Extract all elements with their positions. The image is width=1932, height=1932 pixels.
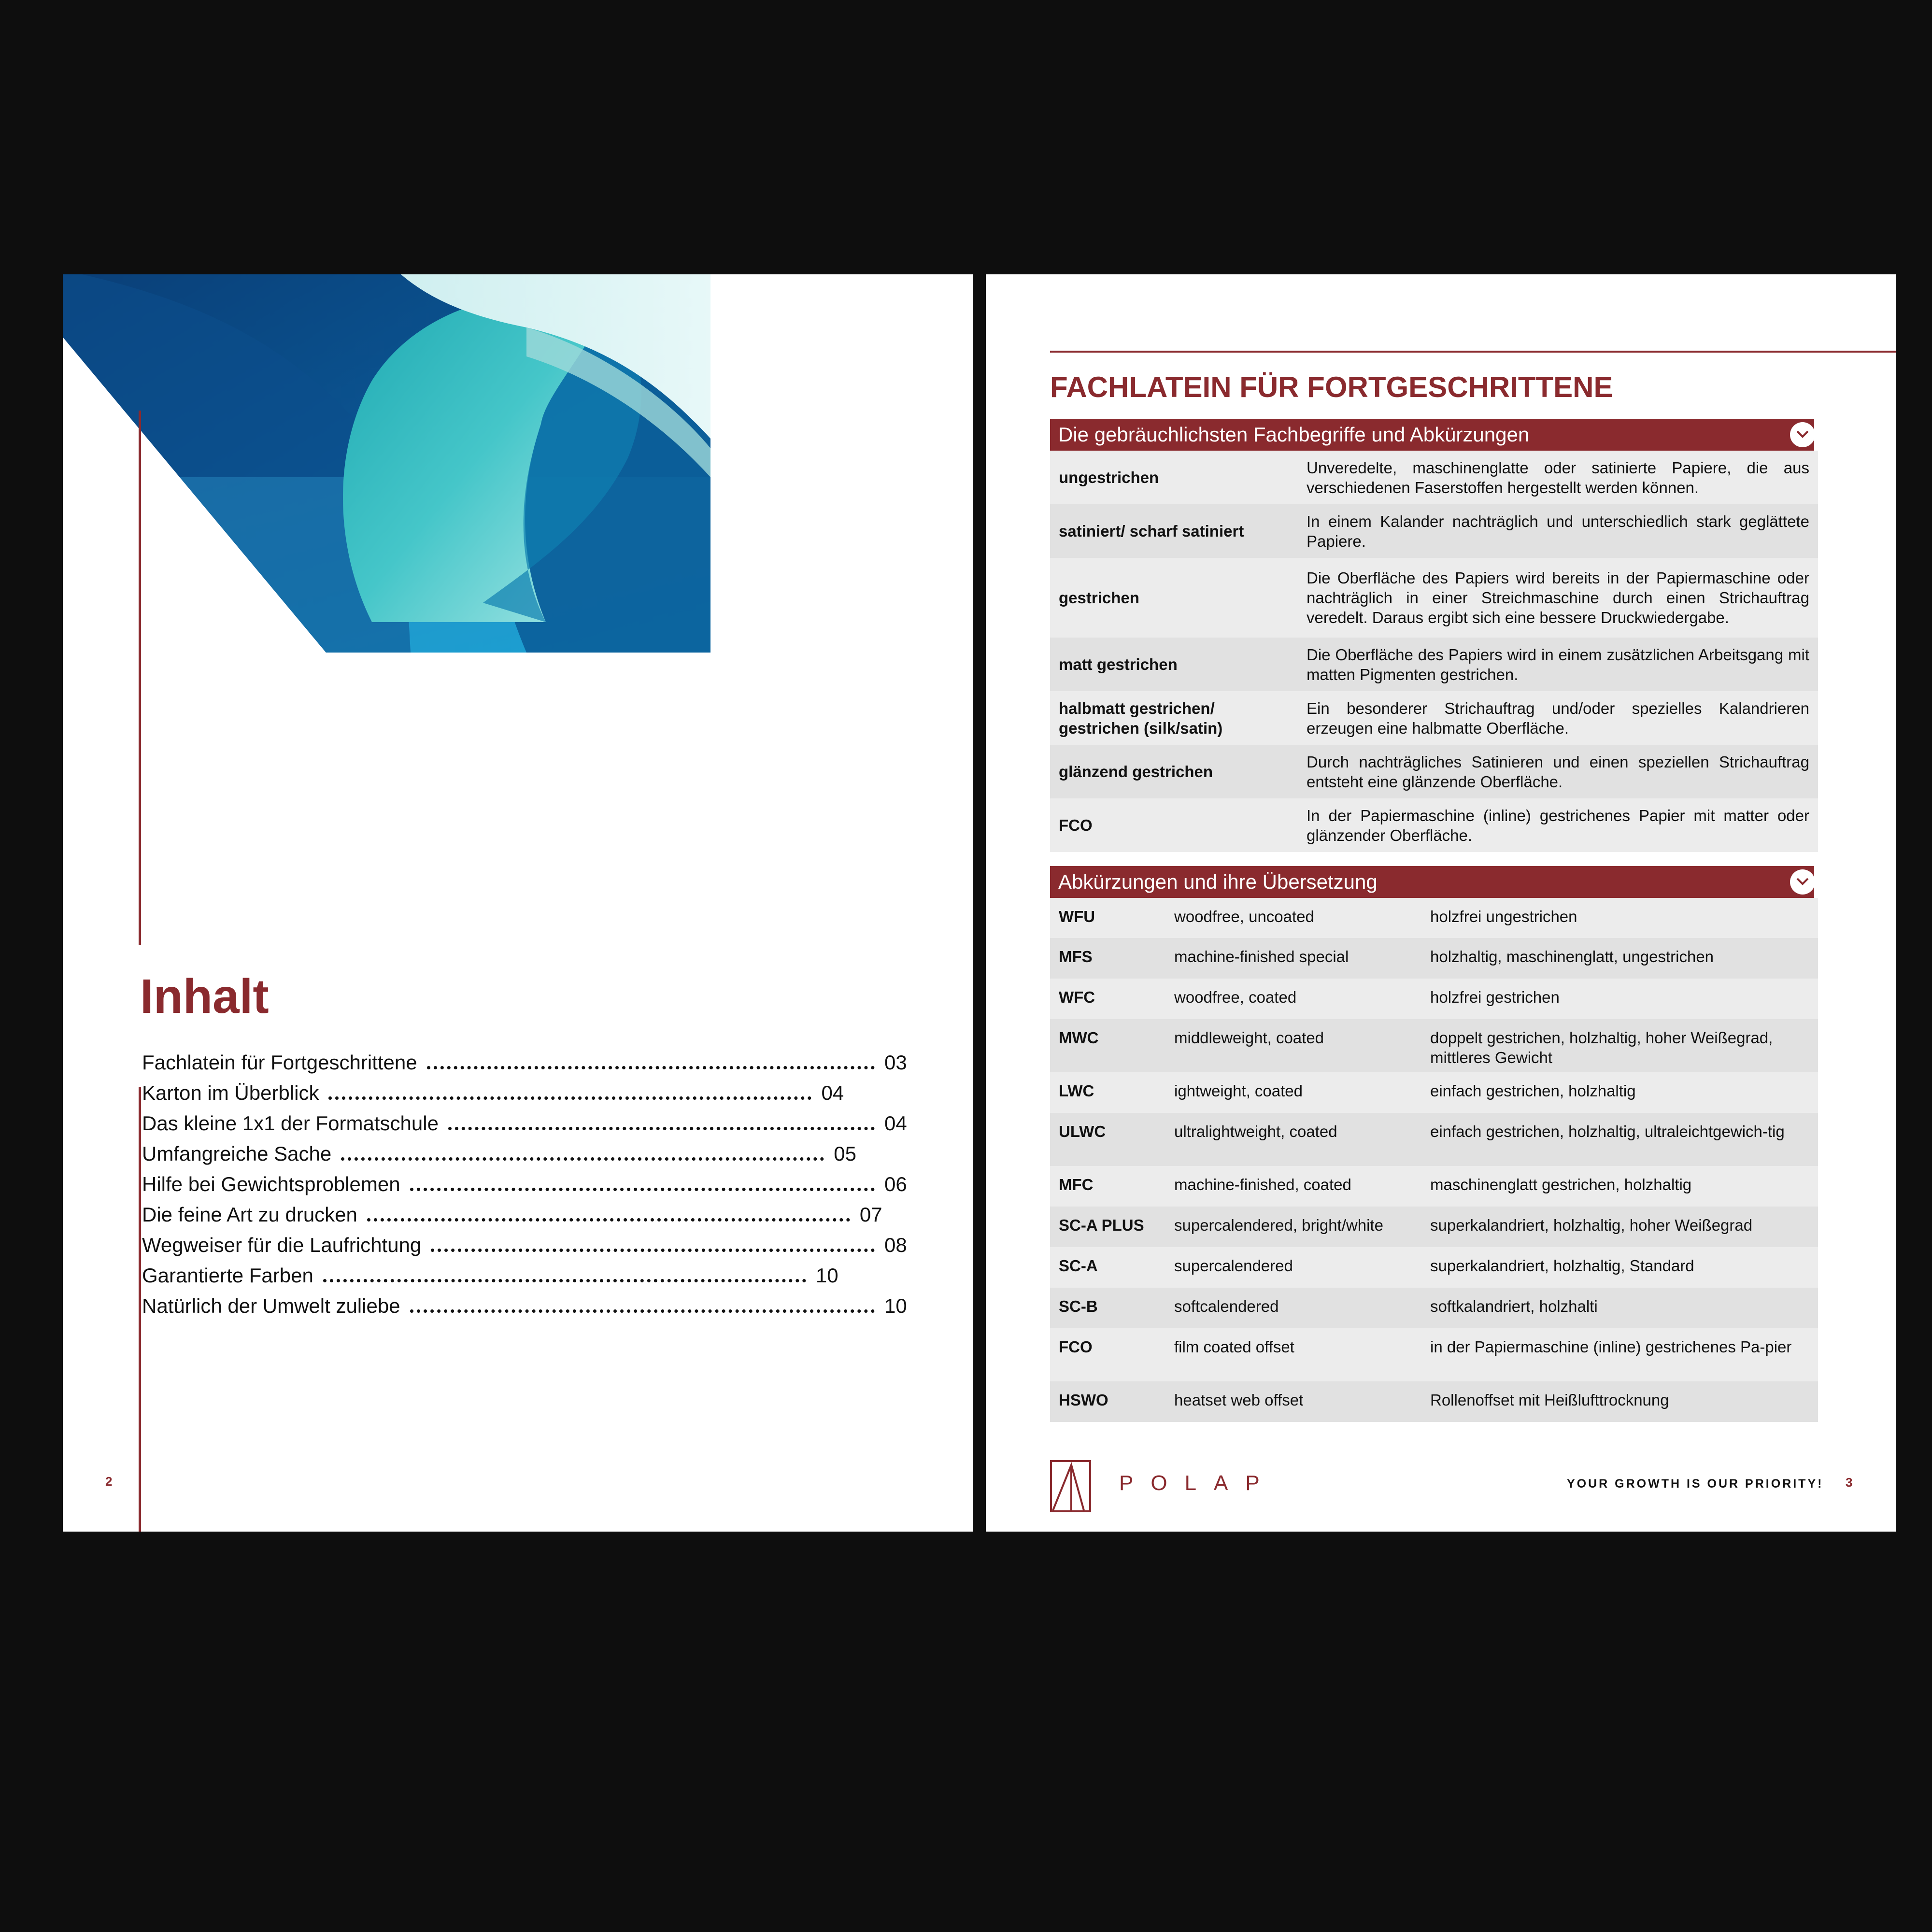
toc-leader-dots — [410, 1309, 875, 1313]
toc-title: Inhalt — [140, 969, 269, 1023]
abbreviation-german: superkalandriert, holzhaltig, Standard — [1421, 1247, 1818, 1288]
hero-paper-image — [63, 274, 710, 653]
abbreviation-english: machine-finished, coated — [1165, 1166, 1421, 1207]
chevron-down-icon[interactable] — [1790, 869, 1815, 895]
toc-entry-page: 05 — [834, 1142, 856, 1165]
toc-entry[interactable] — [142, 1169, 913, 1199]
term-name: gestrichen — [1050, 558, 1298, 638]
term-definition: In einem Kalander nachträglich und unterschiedlich stark geglättete Papiere. — [1298, 504, 1818, 558]
abbreviation-german: holzfrei ungestrichen — [1421, 898, 1818, 938]
abbreviation-code: LWC — [1050, 1072, 1165, 1113]
toc-leader-dots — [341, 1157, 824, 1161]
abbreviation-row — [1050, 1019, 1818, 1072]
term-row — [1050, 558, 1818, 638]
term-name: halbmatt gestrichen/ gestrichen (silk/satin) — [1050, 691, 1298, 745]
toc-entry-page: 10 — [815, 1264, 838, 1287]
abbreviation-english: machine-finished special — [1165, 938, 1421, 979]
toc-leader-dots — [431, 1249, 875, 1252]
abbreviation-english: woodfree, uncoated — [1165, 898, 1421, 938]
abbreviation-english: film coated offset — [1165, 1328, 1421, 1381]
section-header-abbreviations — [1050, 866, 1814, 898]
abbreviation-english: ultralightweight, coated — [1165, 1113, 1421, 1166]
term-name: matt gestrichen — [1050, 638, 1298, 691]
abbreviation-row — [1050, 938, 1818, 979]
right-page — [986, 274, 1896, 1532]
toc-entry-page: 03 — [884, 1051, 907, 1074]
toc-entry-page: 10 — [884, 1294, 907, 1317]
term-name: satiniert/ scharf satiniert — [1050, 504, 1298, 558]
toc-entry-label: Karton im Überblick — [142, 1081, 319, 1104]
left-page — [63, 274, 973, 1532]
toc-entry[interactable] — [142, 1260, 913, 1291]
abbreviation-german: holzfrei gestrichen — [1421, 979, 1818, 1019]
abbreviation-row — [1050, 1288, 1818, 1328]
toc-entry-label: Hilfe bei Gewichtsproblemen — [142, 1173, 400, 1195]
toc-leader-dots — [410, 1188, 875, 1191]
toc-leader-dots — [427, 1066, 875, 1069]
abbreviation-german: einfach gestrichen, holzhaltig, ultraleichtgewich-tig — [1421, 1113, 1818, 1166]
toc-leader-dots — [448, 1127, 875, 1130]
page-number-right: 3 — [1846, 1475, 1853, 1490]
tagline: YOUR GROWTH IS OUR PRIORITY! — [1567, 1477, 1824, 1491]
accent-line-top — [139, 411, 141, 945]
section-title-abbreviations: Abkürzungen und ihre Übersetzung — [1058, 870, 1378, 893]
section-header-terms — [1050, 419, 1814, 451]
term-row — [1050, 745, 1818, 798]
abbreviation-german: doppelt gestrichen, holzhaltig, hoher Weißegrad, mittleres Gewicht — [1421, 1019, 1818, 1072]
toc-entry-label: Fachlatein für Fortgeschrittene — [142, 1051, 417, 1074]
toc-entry-label: Die feine Art zu drucken — [142, 1203, 357, 1226]
abbreviation-row — [1050, 1072, 1818, 1113]
abbreviation-code: SC-B — [1050, 1288, 1165, 1328]
abbreviation-german: superkalandriert, holzhaltig, hoher Weißegrad — [1421, 1207, 1818, 1247]
abbreviation-german: maschinenglatt gestrichen, holzhaltig — [1421, 1166, 1818, 1207]
abbreviation-german: Rollenoffset mit Heißlufttrocknung — [1421, 1381, 1818, 1422]
chevron-down-icon[interactable] — [1790, 422, 1815, 447]
abbreviation-english: middleweight, coated — [1165, 1019, 1421, 1072]
toc-entry-page: 08 — [884, 1234, 907, 1256]
toc-entry[interactable] — [142, 1230, 913, 1260]
abbreviation-row — [1050, 898, 1818, 938]
abbreviation-code: SC-A PLUS — [1050, 1207, 1165, 1247]
abbreviation-english: heatset web offset — [1165, 1381, 1421, 1422]
toc-entry[interactable] — [142, 1291, 913, 1321]
toc-entry-page: 04 — [821, 1081, 844, 1104]
toc-entry-label: Wegweiser für die Laufrichtung — [142, 1234, 422, 1256]
term-definition: Durch nachträgliches Satinieren und einen speziellen Strichauftrag entsteht eine glänzende Oberfläche. — [1298, 745, 1818, 798]
abbreviation-row — [1050, 1113, 1818, 1166]
abbreviation-english: woodfree, coated — [1165, 979, 1421, 1019]
toc-entry[interactable] — [142, 1138, 913, 1169]
abbreviation-english: supercalendered, bright/white — [1165, 1207, 1421, 1247]
term-name: FCO — [1050, 798, 1298, 852]
term-name: ungestrichen — [1050, 451, 1298, 504]
abbreviation-german: holzhaltig, maschinenglatt, ungestrichen — [1421, 938, 1818, 979]
abbreviation-code: WFU — [1050, 898, 1165, 938]
abbreviation-row — [1050, 1247, 1818, 1288]
abbreviation-code: ULWC — [1050, 1113, 1165, 1166]
term-row — [1050, 504, 1818, 558]
toc-entry[interactable] — [142, 1108, 913, 1138]
abbreviation-english: supercalendered — [1165, 1247, 1421, 1288]
term-definition: Die Oberfläche des Papiers wird bereits in der Papiermaschine oder nachträglich in einer Streichmaschine durch einen Strichauftrag veredelt. Daraus ergibt sich eine bessere Druckwiedergabe. — [1298, 558, 1818, 638]
term-name: glänzend gestrichen — [1050, 745, 1298, 798]
accent-line-bottom — [139, 1087, 141, 1532]
abbreviation-row — [1050, 1381, 1818, 1422]
page-number-left: 2 — [105, 1474, 113, 1489]
toc-leader-dots — [328, 1096, 811, 1100]
abbreviation-german: einfach gestrichen, holzhaltig — [1421, 1072, 1818, 1113]
abbreviation-code: SC-A — [1050, 1247, 1165, 1288]
toc-entry-page: 04 — [884, 1112, 907, 1135]
abbreviation-code: FCO — [1050, 1328, 1165, 1381]
term-definition: Die Oberfläche des Papiers wird in einem zusätzlichen Arbeitsgang mit matten Pigmenten gestrichen. — [1298, 638, 1818, 691]
toc-entry[interactable] — [142, 1199, 913, 1230]
abbreviation-code: MFC — [1050, 1166, 1165, 1207]
table-of-contents — [142, 1047, 973, 1321]
term-row — [1050, 451, 1818, 504]
toc-leader-dots — [323, 1279, 806, 1282]
toc-entry[interactable] — [142, 1078, 913, 1108]
section-title-terms: Die gebräuchlichsten Fachbegriffe und Abkürzungen — [1058, 423, 1530, 446]
term-row — [1050, 798, 1818, 852]
term-definition: In der Papiermaschine (inline) gestrichenes Papier mit matter oder glänzender Oberfläche. — [1298, 798, 1818, 852]
toc-entry-label: Umfangreiche Sache — [142, 1142, 332, 1165]
abbreviation-code: HSWO — [1050, 1381, 1165, 1422]
abbreviations-table — [1050, 898, 1818, 1422]
term-definition: Unveredelte, maschinenglatte oder satinierte Papiere, die aus verschiedenen Faserstoffen hergestellt werden können. — [1298, 451, 1818, 504]
toc-entry-label: Das kleine 1x1 der Formatschule — [142, 1112, 439, 1135]
toc-entry-label: Garantierte Farben — [142, 1264, 313, 1287]
brand-name: POLAP — [1119, 1471, 1277, 1495]
abbreviation-german: in der Papiermaschine (inline) gestrichenes Pa-pier — [1421, 1328, 1818, 1381]
toc-leader-dots — [367, 1218, 850, 1222]
abbreviation-row — [1050, 1166, 1818, 1207]
term-row — [1050, 691, 1818, 745]
abbreviation-row — [1050, 1207, 1818, 1247]
terms-table — [1050, 451, 1818, 852]
page-title: FACHLATEIN FÜR FORTGESCHRITTENE — [1050, 371, 1613, 403]
term-definition: Ein besonderer Strichauftrag und/oder spezielles Kalandrieren erzeugen eine halbmatte Oberfläche. — [1298, 691, 1818, 745]
abbreviation-german: softkalandriert, holzhalti — [1421, 1288, 1818, 1328]
toc-entry-page: 06 — [884, 1173, 907, 1195]
toc-entry[interactable] — [142, 1047, 913, 1078]
abbreviation-code: MWC — [1050, 1019, 1165, 1072]
abbreviation-english: ightweight, coated — [1165, 1072, 1421, 1113]
abbreviation-row — [1050, 1328, 1818, 1381]
polap-logo-icon — [1050, 1460, 1091, 1512]
abbreviation-row — [1050, 979, 1818, 1019]
toc-entry-label: Natürlich der Umwelt zuliebe — [142, 1294, 400, 1317]
top-rule — [1050, 351, 1896, 353]
term-row — [1050, 638, 1818, 691]
abbreviation-code: WFC — [1050, 979, 1165, 1019]
abbreviation-english: softcalendered — [1165, 1288, 1421, 1328]
abbreviation-code: MFS — [1050, 938, 1165, 979]
toc-entry-page: 07 — [859, 1203, 882, 1226]
